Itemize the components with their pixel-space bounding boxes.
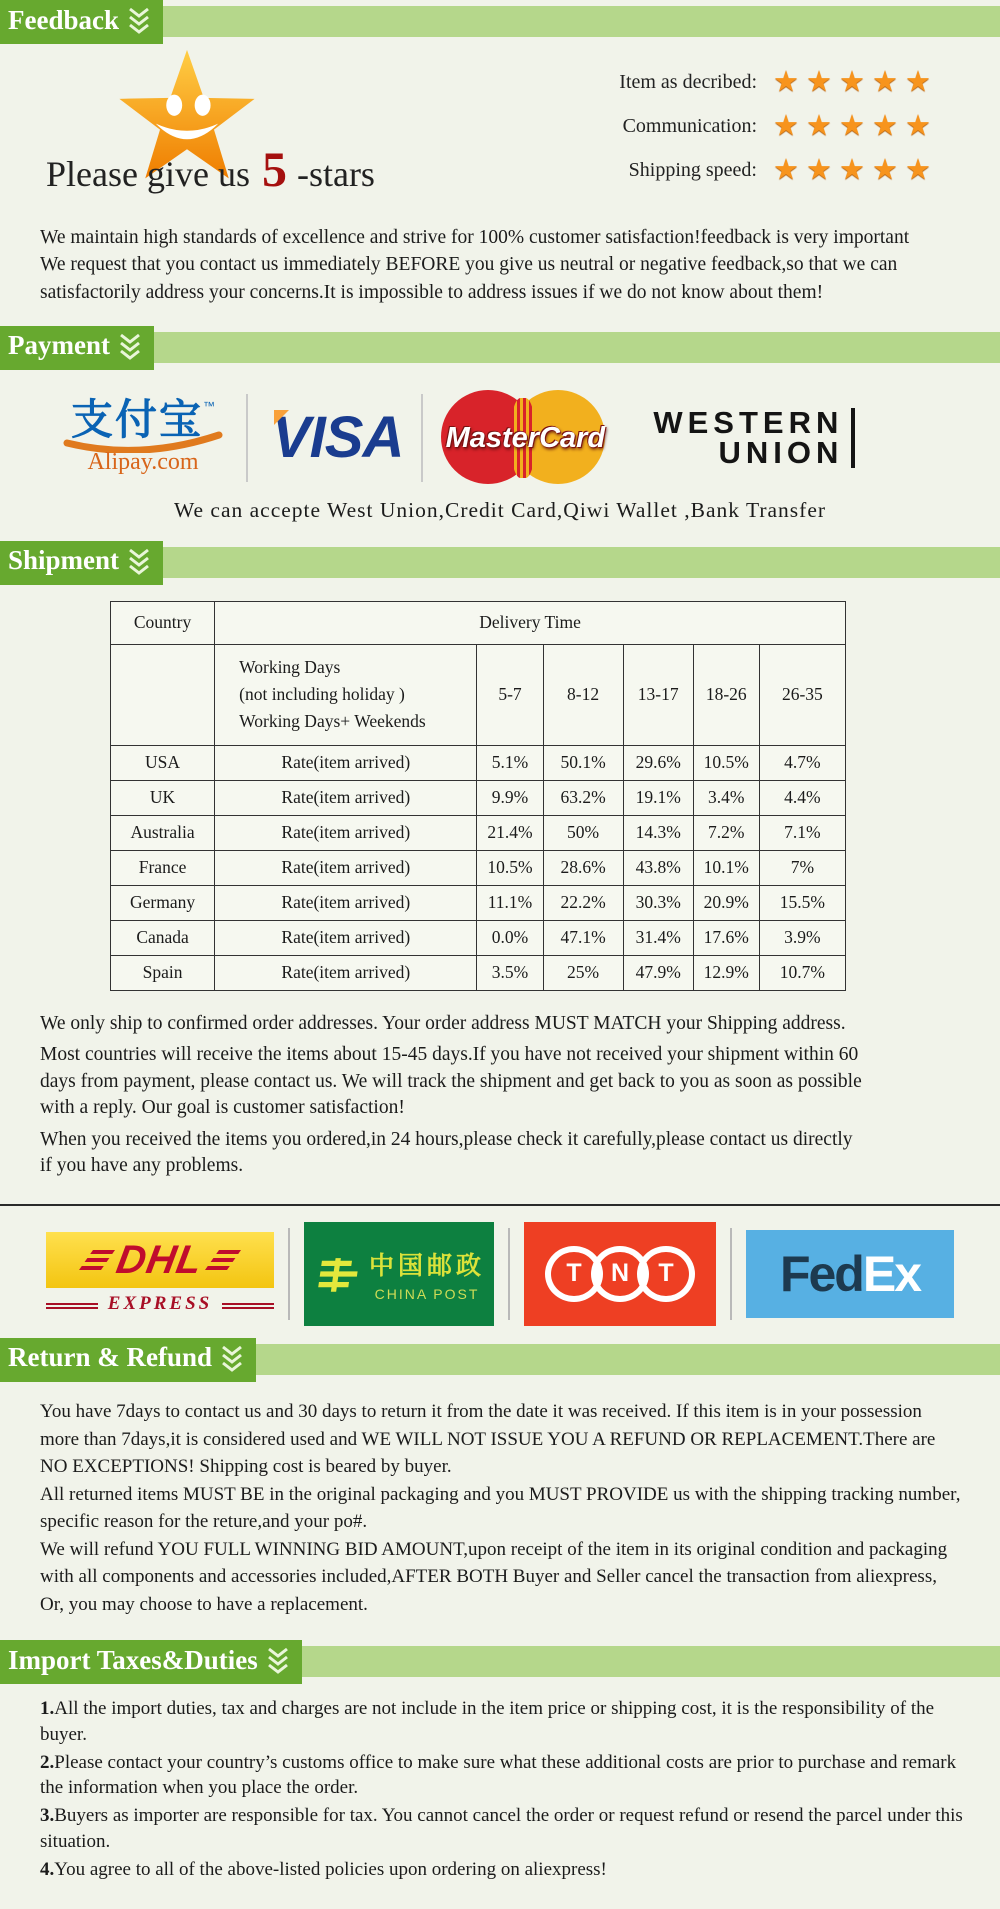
list-item-number: 3. <box>40 1805 55 1827</box>
return-refund-header-title: Return & Refund <box>8 1342 213 1373</box>
china-post-emblem-icon <box>310 1250 363 1298</box>
country-cell: France <box>111 850 215 885</box>
china-post-en-text: CHINA POST <box>374 1285 480 1302</box>
day-range-cell: 5-7 <box>477 644 543 745</box>
payment-header-title: Payment <box>8 330 110 361</box>
table-row <box>111 780 846 815</box>
rating-row <box>468 104 938 148</box>
divider <box>46 1303 98 1305</box>
feedback-header-box <box>0 0 163 44</box>
shipment-note-line: if you have any problems. <box>40 1155 244 1177</box>
rate-cell: 5.1% <box>477 745 543 780</box>
shipment-note-line: When you received the items you ordered,in 24 hours,please check it carefully,please contact us directly <box>40 1128 853 1150</box>
star-rating-icons: ★★★★★ <box>773 65 938 98</box>
dhl-dash-icon <box>85 1258 110 1262</box>
rate-cell: 25% <box>543 955 623 990</box>
return-refund-line: with all components and accessories included,AFTER BOTH Buyer and Seller cancel the transaction from aliexpress, <box>40 1566 937 1588</box>
country-cell: Canada <box>111 920 215 955</box>
rate-cell: 50% <box>543 815 623 850</box>
rate-cell: 31.4% <box>623 920 693 955</box>
tnt-letter-ring: T <box>545 1246 603 1302</box>
rating-label: Communication: <box>622 114 757 137</box>
rate-cell: 0.0% <box>477 920 543 955</box>
section-payment <box>0 326 1000 523</box>
chevron-down-icon <box>127 547 151 575</box>
shipment-note-line: We only ship to confirmed order addresses. Your order address MUST MATCH your Shipping address. <box>40 1012 846 1034</box>
working-days-cell <box>215 644 477 745</box>
list-item <box>40 1696 980 1747</box>
tnt-letter-ring: T <box>637 1246 695 1302</box>
china-post-logo <box>304 1222 494 1326</box>
rate-cell: 7% <box>759 850 845 885</box>
rate-cell: 12.9% <box>693 955 759 990</box>
list-item-text: Please contact your country’s customs office to make sure what these additional costs are prior to purchase and remark the information when you place the order. <box>40 1751 957 1799</box>
rate-cell: 10.7% <box>759 955 845 990</box>
section-feedback <box>0 0 1000 306</box>
alipay-logo <box>58 396 228 476</box>
divider <box>246 394 248 482</box>
rate-label-cell: Rate(item arrived) <box>215 815 477 850</box>
day-range-cell: 8-12 <box>543 644 623 745</box>
table-row <box>111 850 846 885</box>
shipment-header-title: Shipment <box>8 545 120 576</box>
tnt-logo <box>524 1222 716 1326</box>
rating-row <box>468 60 938 104</box>
list-item-text: You agree to all of the above-listed policies upon ordering on aliexpress! <box>54 1858 607 1880</box>
chevron-down-icon <box>266 1646 290 1674</box>
payment-header <box>0 326 1000 370</box>
tnt-letter-ring: N <box>591 1246 649 1302</box>
working-days-line: (not including holiday ) <box>239 684 405 705</box>
day-range-cell: 26-35 <box>759 644 845 745</box>
rate-cell: 9.9% <box>477 780 543 815</box>
rate-cell: 15.5% <box>759 885 845 920</box>
rate-cell: 11.1% <box>477 885 543 920</box>
rate-cell: 10.1% <box>693 850 759 885</box>
day-range-cell: 13-17 <box>623 644 693 745</box>
rate-cell: 20.9% <box>693 885 759 920</box>
divider <box>730 1228 732 1320</box>
chevron-down-icon <box>118 332 142 360</box>
import-taxes-header <box>0 1640 1000 1684</box>
return-refund-line: All returned items MUST BE in the original packaging and you MUST PROVIDE us with the shipping tracking number, <box>40 1483 961 1505</box>
country-cell: UK <box>111 780 215 815</box>
country-cell: USA <box>111 745 215 780</box>
shipment-note-paragraph <box>40 1042 1000 1122</box>
list-item <box>40 1803 980 1854</box>
rate-cell: 43.8% <box>623 850 693 885</box>
feedback-note-line: We maintain high standards of excellence and strive for 100% customer satisfaction!feedback is very important <box>40 227 910 248</box>
country-cell: Spain <box>111 955 215 990</box>
return-refund-header-box <box>0 1338 256 1382</box>
list-item-text: All the import duties, tax and charges are not include in the item price or shipping cost, it is the responsibility of the buyer. <box>40 1698 935 1745</box>
tagline-prefix: Please give us <box>46 154 250 194</box>
payment-logos-row <box>58 386 1000 490</box>
mastercard-text: MasterCard <box>445 421 606 454</box>
china-post-cn-text: 中国邮政 <box>368 1251 485 1280</box>
trademark-mark: ™ <box>203 399 215 414</box>
western-union-line2: UNION <box>718 434 844 470</box>
rate-cell: 22.2% <box>543 885 623 920</box>
list-item <box>40 1750 980 1801</box>
import-taxes-header-box <box>0 1640 302 1684</box>
payment-header-box <box>0 326 154 370</box>
feedback-tagline <box>46 141 375 197</box>
fedex-ex-text: Ex <box>862 1245 921 1302</box>
import-taxes-list <box>40 1696 1000 1909</box>
return-refund-header <box>0 1338 1000 1382</box>
table-subheader-row <box>111 644 846 745</box>
country-header-cell: Country <box>111 601 215 644</box>
star-rating-icons: ★★★★★ <box>773 153 938 186</box>
return-refund-text <box>40 1398 1000 1618</box>
tagline-number: 5 <box>261 141 287 197</box>
payment-accept-line: We can accepte West Union,Credit Card,Qiwi Wallet ,Bank Transfer <box>173 497 827 522</box>
rate-label-cell: Rate(item arrived) <box>215 850 477 885</box>
western-union-line1: WESTERN <box>653 404 844 440</box>
section-shipment <box>0 541 1000 1338</box>
delivery-time-header-cell: Delivery Time <box>215 601 846 644</box>
country-cell: Australia <box>111 815 215 850</box>
delivery-time-table <box>110 601 846 991</box>
rating-list <box>468 60 938 192</box>
working-days-line: Working Days <box>239 657 341 678</box>
feedback-hero <box>0 44 1000 212</box>
fedex-fed-text: Fed <box>779 1245 863 1302</box>
list-item-number: 4. <box>40 1858 55 1880</box>
alipay-cn-text: 支付宝 <box>70 396 203 444</box>
rating-label: Item as decribed: <box>619 70 757 93</box>
rate-cell: 47.1% <box>543 920 623 955</box>
visa-logo <box>266 404 403 471</box>
shipment-note-line: Most countries will receive the items about 15-45 days.If you have not received your shipment within 60 <box>40 1044 859 1066</box>
table-row <box>111 885 846 920</box>
rate-cell: 28.6% <box>543 850 623 885</box>
chevron-down-icon <box>127 6 151 34</box>
dhl-box <box>46 1232 274 1288</box>
table-header-row <box>111 601 846 644</box>
rate-label-cell: Rate(item arrived) <box>215 920 477 955</box>
rate-cell: 7.1% <box>759 815 845 850</box>
return-refund-line: specific reason for the reture,and your po#. <box>40 1511 368 1533</box>
rate-label-cell: Rate(item arrived) <box>215 885 477 920</box>
visa-text: VISA <box>272 405 404 471</box>
list-item-text: Buyers as importer are responsible for tax. You cannot cancel the order or request refund or resend the parcel under this situation. <box>40 1805 963 1852</box>
dhl-express-text: EXPRESS <box>107 1293 213 1315</box>
rate-cell: 3.4% <box>693 780 759 815</box>
feedback-header-title: Feedback <box>8 4 119 35</box>
list-item-number: 2. <box>40 1751 55 1773</box>
carrier-logos-row <box>0 1204 1000 1338</box>
shipment-note-paragraph <box>40 1127 1000 1180</box>
rating-label: Shipping speed: <box>628 158 757 181</box>
table-row <box>111 920 846 955</box>
dhl-express-row <box>46 1293 274 1315</box>
rate-cell: 7.2% <box>693 815 759 850</box>
shipment-note-paragraph <box>40 1011 1000 1038</box>
divider <box>288 1228 290 1320</box>
shipment-notes <box>40 1011 1000 1180</box>
alipay-domain-text: Alipay.com <box>87 449 199 476</box>
rate-cell: 17.6% <box>693 920 759 955</box>
table-row <box>111 955 846 990</box>
feedback-header <box>0 0 1000 44</box>
rate-cell: 14.3% <box>623 815 693 850</box>
western-union-logo <box>653 404 855 470</box>
china-post-texts <box>369 1246 485 1302</box>
list-item <box>40 1857 980 1882</box>
dhl-dash-icon <box>210 1258 235 1262</box>
feedback-note <box>40 224 1000 306</box>
rate-cell: 47.9% <box>623 955 693 990</box>
shipment-note-line: days from payment, please contact us. We will track the shipment and get back to you as soon as possible <box>40 1070 862 1092</box>
dhl-logo <box>46 1232 274 1315</box>
rate-label-cell: Rate(item arrived) <box>215 745 477 780</box>
rate-cell: 10.5% <box>477 850 543 885</box>
rate-cell: 29.6% <box>623 745 693 780</box>
list-item-number: 1. <box>40 1698 55 1720</box>
table-row <box>111 745 846 780</box>
chevron-down-icon <box>220 1344 244 1372</box>
rate-cell: 21.4% <box>477 815 543 850</box>
section-import-taxes <box>0 1640 1000 1909</box>
rate-cell: 50.1% <box>543 745 623 780</box>
rating-row <box>468 148 938 192</box>
empty-cell <box>111 644 215 745</box>
divider <box>508 1228 510 1320</box>
rate-cell: 19.1% <box>623 780 693 815</box>
mastercard-logo <box>441 388 609 488</box>
feedback-note-line: satisfactorily address your concerns.It is impossible to address issues if we do not know about them! <box>40 281 824 303</box>
fedex-logo <box>746 1230 954 1318</box>
rate-cell: 4.4% <box>759 780 845 815</box>
rate-label-cell: Rate(item arrived) <box>215 955 477 990</box>
rate-cell: 3.5% <box>477 955 543 990</box>
divider <box>222 1303 274 1305</box>
rate-cell: 4.7% <box>759 745 845 780</box>
table-row <box>111 815 846 850</box>
return-refund-line: NO EXCEPTIONS! Shipping cost is beared by buyer. <box>40 1456 452 1478</box>
rate-cell: 10.5% <box>693 745 759 780</box>
tagline-suffix: -stars <box>296 154 375 194</box>
rate-cell: 3.9% <box>759 920 845 955</box>
return-refund-line: We will refund YOU FULL WINNING BID AMOUNT,upon receipt of the item in its original condition and packaging <box>40 1538 948 1560</box>
return-refund-line: You have 7days to contact us and 30 days to return it from the date it was received. If this item is in your possession <box>40 1400 922 1422</box>
feedback-note-line: We request that you contact us immediately BEFORE you give us neutral or negative feedback,so that we can <box>40 254 898 276</box>
shipment-header-box <box>0 541 163 585</box>
rate-cell: 63.2% <box>543 780 623 815</box>
return-refund-line: Or, you may choose to have a replacement. <box>40 1593 368 1615</box>
rate-cell: 30.3% <box>623 885 693 920</box>
shipment-note-line: with a reply. Our goal is customer satisfaction! <box>40 1097 405 1119</box>
section-return-refund <box>0 1338 1000 1618</box>
import-taxes-header-title: Import Taxes&Duties <box>8 1644 258 1675</box>
star-rating-icons: ★★★★★ <box>773 109 938 142</box>
working-days-line: Working Days+ Weekends <box>239 711 426 732</box>
divider <box>421 394 423 482</box>
day-range-cell: 18-26 <box>693 644 759 745</box>
country-cell: Germany <box>111 885 215 920</box>
rate-label-cell: Rate(item arrived) <box>215 780 477 815</box>
visa-flame-icon <box>274 410 289 425</box>
return-refund-line: more than 7days,it is considered used and WE WILL NOT ISSUE YOU A REFUND OR REPLACEMENT.There are <box>40 1428 936 1450</box>
shipment-header <box>0 541 1000 585</box>
dhl-text: DHL <box>113 1238 207 1283</box>
